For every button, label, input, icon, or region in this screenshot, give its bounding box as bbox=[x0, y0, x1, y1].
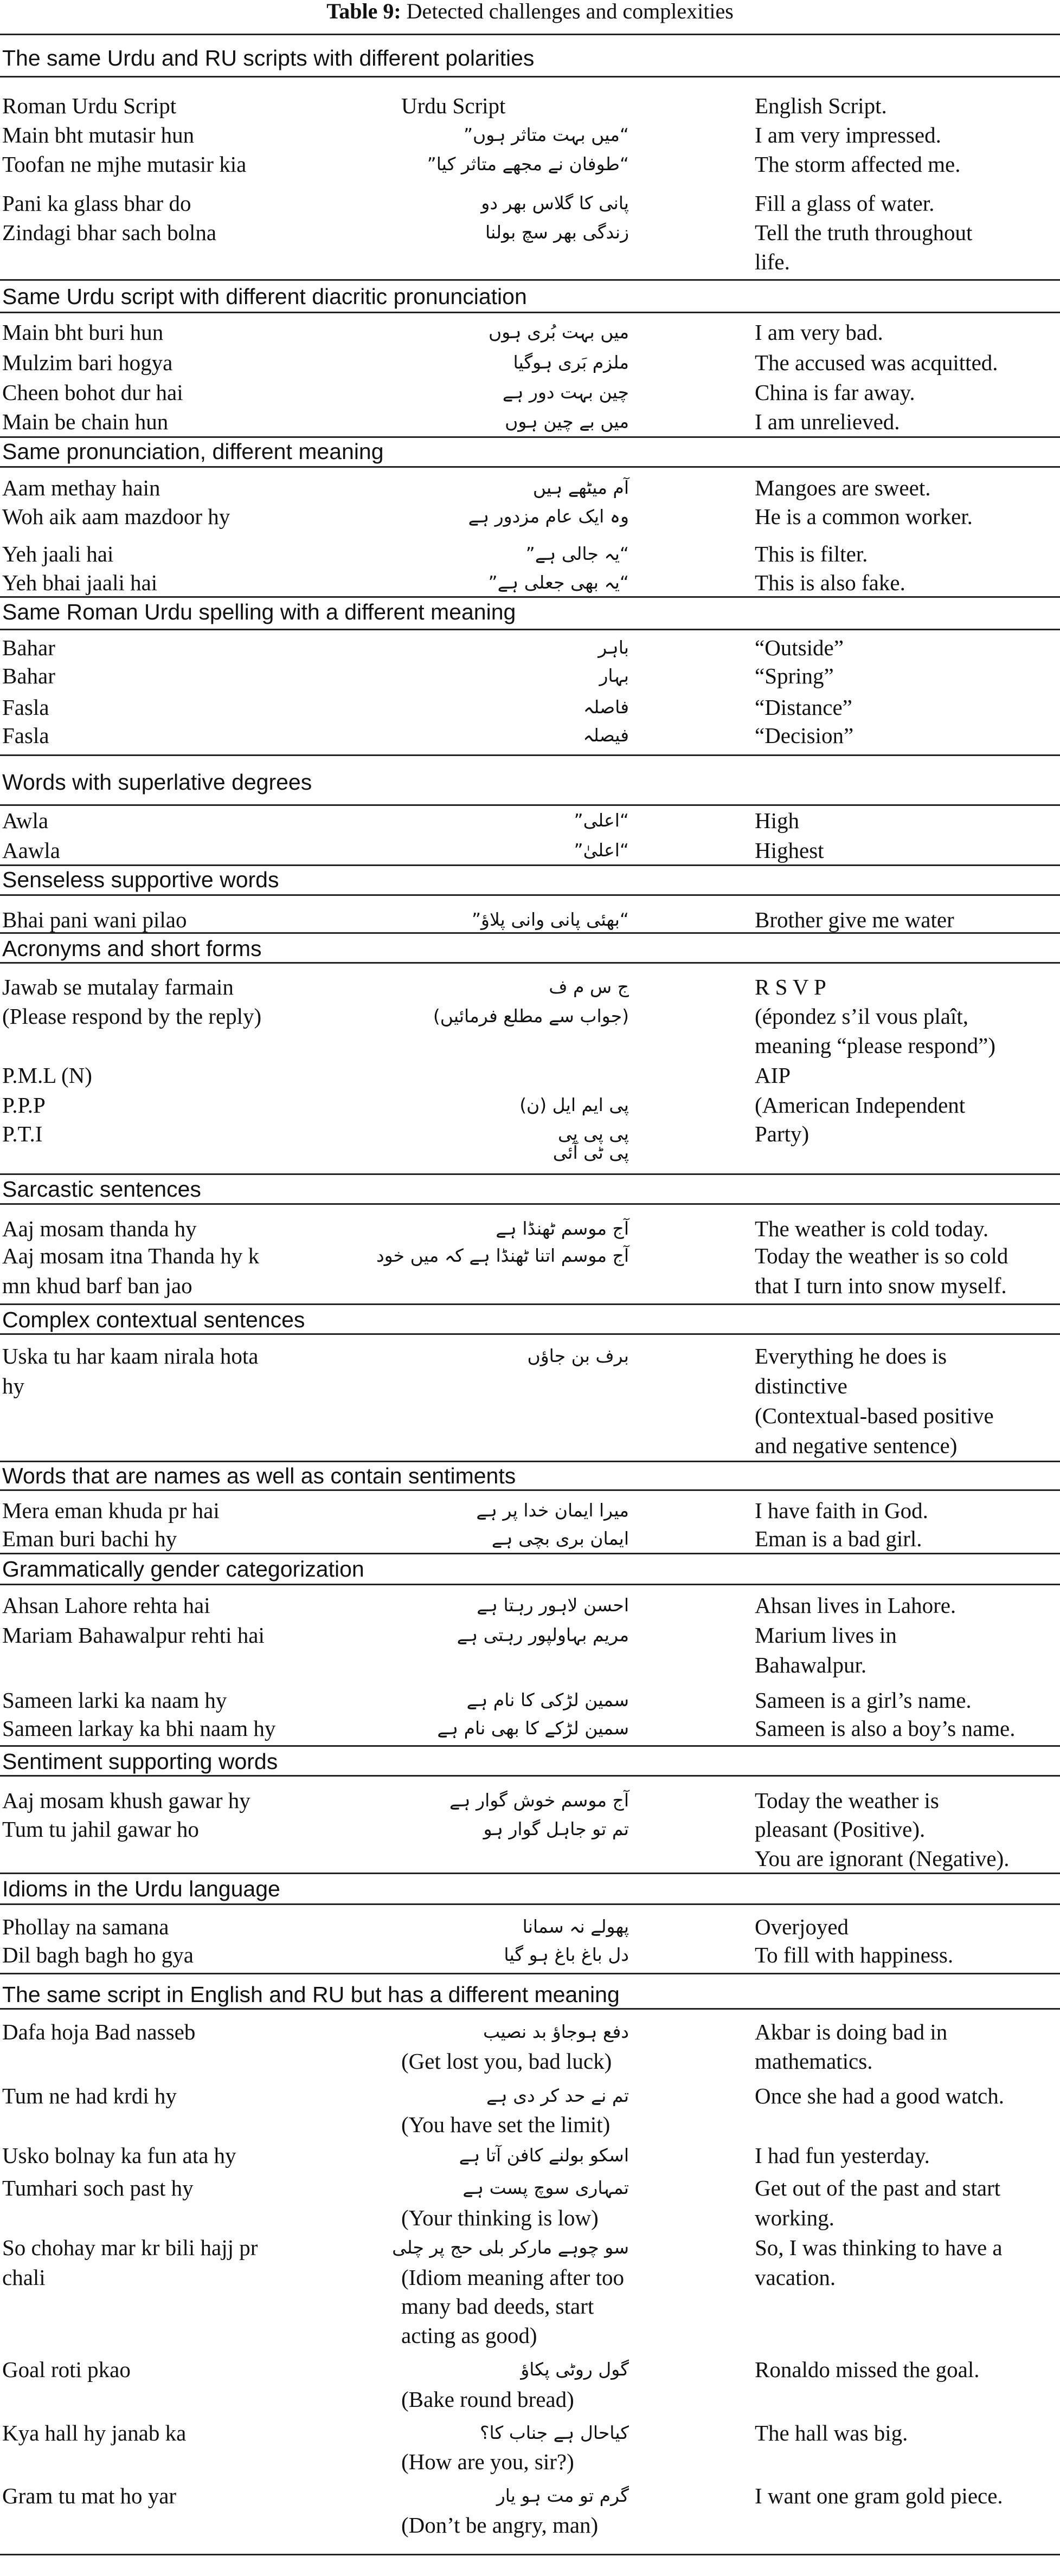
english-cell: I am very impressed. bbox=[755, 122, 941, 147]
column-header-roman: Roman Urdu Script bbox=[2, 93, 177, 118]
urdu-script-cell: “بھئی پانی وانی پلاؤ” bbox=[471, 909, 629, 930]
roman-urdu-cell: Gram tu mat ho yar bbox=[2, 2483, 177, 2508]
urdu-script-cell: پھولے نہ سمانا bbox=[522, 1916, 629, 1937]
english-cell: Get out of the past and start bbox=[755, 2175, 1001, 2200]
urdu-script-cell: “میں بہت متاثر ہوں” bbox=[463, 124, 629, 145]
english-cell: R S V P bbox=[755, 974, 826, 999]
urdu-script-cell: سمین لڑکے کا بھی نام ہے bbox=[437, 1718, 629, 1739]
roman-urdu-cell: Main be chain hun bbox=[2, 409, 169, 434]
urdu-translation-cell: (How are you, sir?) bbox=[401, 2449, 574, 2474]
english-cell: Today the weather is so cold bbox=[755, 1243, 1008, 1268]
roman-urdu-cell: Sameen larki ka naam hy bbox=[2, 1688, 227, 1713]
caption-text: Detected challenges and complexities bbox=[406, 0, 734, 23]
table-rule bbox=[0, 1489, 1060, 1491]
roman-urdu-cell: Phollay na samana bbox=[2, 1914, 169, 1939]
urdu-script-cell: سمین لڑکی کا نام ہے bbox=[466, 1689, 629, 1710]
table-rule bbox=[0, 932, 1060, 934]
urdu-script-cell: مریم بہاولپور رہتی ہے bbox=[457, 1624, 629, 1645]
urdu-script-cell: ایمان بری بچی ہے bbox=[491, 1528, 629, 1549]
roman-urdu-cell: So chohay mar kr bili hajj pr bbox=[2, 2235, 258, 2260]
roman-urdu-cell: Usko bolnay ka fun ata hy bbox=[2, 2143, 236, 2168]
urdu-translation-cell: (Your thinking is low) bbox=[401, 2205, 599, 2230]
english-cell: vacation. bbox=[755, 2265, 836, 2290]
english-cell: This is filter. bbox=[755, 541, 868, 566]
section-title: Sentiment supporting words bbox=[2, 1749, 278, 1774]
roman-urdu-cell: Tumhari soch past hy bbox=[2, 2175, 194, 2200]
english-cell: pleasant (Positive). bbox=[755, 1817, 926, 1842]
urdu-script-cell: آج موسم اتنا ٹھنڈا ہے کہ میں خود bbox=[376, 1245, 629, 1266]
english-cell: The storm affected me. bbox=[755, 152, 961, 177]
urdu-script-cell: چین بہت دور ہے bbox=[502, 382, 629, 403]
english-cell: (Contextual-based positive bbox=[755, 1403, 994, 1428]
english-cell: I am very bad. bbox=[755, 320, 883, 345]
roman-urdu-cell: Aaj mosam itna Thanda hy k bbox=[2, 1243, 260, 1268]
section-title: Same Roman Urdu spelling with a different meaning bbox=[2, 599, 516, 624]
urdu-script-cell: اسکو بولنے کافن آتا ہے bbox=[459, 2145, 629, 2166]
roman-urdu-cell: Toofan ne mjhe mutasir kia bbox=[2, 152, 247, 177]
roman-urdu-cell: Woh aik aam mazdoor hy bbox=[2, 504, 230, 529]
table-rule bbox=[0, 1775, 1060, 1777]
english-cell: “Distance” bbox=[755, 695, 852, 720]
english-cell: I want one gram gold piece. bbox=[755, 2483, 1003, 2508]
section-title: Complex contextual sentences bbox=[2, 1307, 305, 1332]
urdu-script-cell: (جواب سے مطلع فرمائیں) bbox=[433, 1005, 629, 1026]
english-cell: He is a common worker. bbox=[755, 504, 973, 529]
urdu-script-cell: “طوفان نے مجھے متاثر کیا” bbox=[427, 153, 629, 175]
roman-urdu-cell: Jawab se mutalay farmain bbox=[2, 974, 234, 999]
roman-urdu-cell: Awla bbox=[2, 808, 49, 833]
urdu-script-cell: ج س م ف bbox=[549, 976, 629, 997]
caption-label: Table 9: bbox=[326, 0, 401, 23]
roman-urdu-cell: Tum tu jahil gawar ho bbox=[2, 1817, 199, 1842]
urdu-translation-cell: (Get lost you, bad luck) bbox=[401, 2049, 612, 2074]
urdu-script-cell: گول روٹی پکاؤ bbox=[521, 2359, 629, 2380]
roman-urdu-cell: Tum ne had krdi hy bbox=[2, 2083, 177, 2108]
urdu-script-cell: آج موسم خوش گوار ہے bbox=[449, 1790, 629, 1811]
roman-urdu-cell: Bahar bbox=[2, 635, 55, 660]
table-rule bbox=[0, 1203, 1060, 1205]
section-title: Words with superlative degrees bbox=[2, 770, 312, 795]
urdu-script-cell: آج موسم ٹھنڈا ہے bbox=[496, 1218, 629, 1239]
roman-urdu-cell: P.T.I bbox=[2, 1121, 43, 1146]
urdu-script-cell: میرا ایمان خدا پر ہے bbox=[476, 1500, 629, 1521]
table-rule bbox=[0, 2554, 1060, 2555]
roman-urdu-cell: Bhai pani wani pilao bbox=[2, 907, 187, 932]
roman-urdu-cell: Fasla bbox=[2, 723, 49, 748]
table-rule bbox=[0, 312, 1060, 313]
table-rule bbox=[0, 2008, 1060, 2010]
roman-urdu-cell: Fasla bbox=[2, 695, 49, 720]
urdu-script-cell: میں بے چین ہوں bbox=[505, 411, 629, 432]
english-cell: Brother give me water bbox=[755, 907, 954, 932]
english-cell: I had fun yesterday. bbox=[755, 2143, 930, 2168]
urdu-script-cell: میں بہت بُری ہوں bbox=[489, 321, 629, 343]
table-rule bbox=[0, 76, 1060, 78]
urdu-script-cell: گرم تو مت ہو یار bbox=[496, 2485, 629, 2506]
urdu-script-cell: فیصلہ bbox=[583, 725, 629, 746]
english-cell: I have faith in God. bbox=[755, 1498, 928, 1523]
table-rule bbox=[0, 1903, 1060, 1905]
section-title: Idioms in the Urdu language bbox=[2, 1876, 280, 1901]
urdu-script-cell: “اعلی” bbox=[574, 810, 629, 831]
table-rule bbox=[0, 894, 1060, 896]
english-cell: Tell the truth throughout bbox=[755, 220, 973, 245]
roman-urdu-cell: Bahar bbox=[2, 663, 55, 688]
english-cell: Once she had a good watch. bbox=[755, 2083, 1004, 2108]
english-cell: I am unrelieved. bbox=[755, 409, 900, 434]
urdu-translation-cell: (You have set the limit) bbox=[401, 2112, 611, 2137]
roman-urdu-cell: Yeh jaali hai bbox=[2, 541, 114, 566]
urdu-script-cell: احسن لاہور رہتا ہے bbox=[477, 1594, 629, 1616]
urdu-script-cell: پی پی پی bbox=[557, 1123, 629, 1144]
urdu-script-cell: زندگی بھر سچ بولنا bbox=[485, 222, 629, 243]
roman-urdu-cell: P.M.L (N) bbox=[2, 1063, 92, 1088]
english-cell: Highest bbox=[755, 838, 824, 863]
roman-urdu-cell: Goal roti pkao bbox=[2, 2357, 131, 2382]
table-rule bbox=[0, 466, 1060, 468]
urdu-script-cell: سو چوہے مارکر بلی حج پر چلی bbox=[392, 2237, 629, 2258]
english-cell: and negative sentence) bbox=[755, 1433, 958, 1458]
section-title: The same Urdu and RU scripts with different polarities bbox=[2, 46, 535, 70]
urdu-script-cell: کیاحال ہے جناب کا؟ bbox=[479, 2422, 629, 2443]
table-rule bbox=[0, 1584, 1060, 1585]
english-cell: meaning “please respond”) bbox=[755, 1033, 995, 1058]
section-title: Same Urdu script with different diacritic pronunciation bbox=[2, 284, 527, 309]
roman-urdu-cell: Main bht mutasir hun bbox=[2, 122, 195, 147]
english-cell: Sameen is a girl’s name. bbox=[755, 1688, 972, 1713]
table-rule bbox=[0, 629, 1060, 630]
urdu-script-cell: دفع ہوجاؤ بد نصیب bbox=[483, 2021, 629, 2042]
roman-urdu-cell: mn khud barf ban jao bbox=[2, 1273, 192, 1298]
table-rule bbox=[0, 1745, 1060, 1747]
urdu-script-cell: ملزم بَری ہوگیا bbox=[513, 352, 629, 373]
section-title: Grammatically gender categorization bbox=[2, 1557, 364, 1581]
roman-urdu-cell: hy bbox=[2, 1373, 24, 1398]
table-rule bbox=[0, 1873, 1060, 1874]
english-cell: “Outside” bbox=[755, 635, 844, 660]
english-cell: life. bbox=[755, 249, 790, 274]
english-cell: Sameen is also a boy’s name. bbox=[755, 1716, 1016, 1741]
roman-urdu-cell: Main bht buri hun bbox=[2, 320, 164, 345]
roman-urdu-cell: Dafa hoja Bad nasseb bbox=[2, 2019, 196, 2044]
english-cell: Everything he does is bbox=[755, 1344, 947, 1368]
english-cell: working. bbox=[755, 2205, 834, 2230]
section-title: Same pronunciation, different meaning bbox=[2, 439, 384, 464]
roman-urdu-cell: Ahsan Lahore rehta hai bbox=[2, 1593, 210, 1618]
english-cell: Akbar is doing bad in bbox=[755, 2019, 948, 2044]
urdu-translation-cell: many bad deeds, start bbox=[401, 2294, 594, 2319]
roman-urdu-cell: Zindagi bhar sach bolna bbox=[2, 220, 217, 245]
english-cell: AIP bbox=[755, 1063, 791, 1088]
urdu-script-cell: آم میٹھے ہیں bbox=[532, 477, 629, 498]
english-cell: Fill a glass of water. bbox=[755, 191, 935, 216]
english-cell: Today the weather is bbox=[755, 1788, 939, 1813]
column-header-urdu: Urdu Script bbox=[401, 93, 506, 118]
roman-urdu-cell: Mulzim bari hogya bbox=[2, 350, 173, 375]
english-cell: China is far away. bbox=[755, 380, 915, 405]
roman-urdu-cell: Aawla bbox=[2, 838, 61, 863]
urdu-script-cell: فاصلہ bbox=[583, 696, 629, 718]
english-cell: distinctive bbox=[755, 1373, 847, 1398]
english-cell: The hall was big. bbox=[755, 2420, 908, 2445]
table-rule bbox=[0, 34, 1060, 35]
english-cell: The weather is cold today. bbox=[755, 1216, 989, 1241]
roman-urdu-cell: Dil bagh bagh ho gya bbox=[2, 1942, 194, 1967]
table-rule bbox=[0, 1333, 1060, 1335]
roman-urdu-cell: Eman buri bachi hy bbox=[2, 1526, 177, 1551]
section-title: Words that are names as well as contain sentiments bbox=[2, 1463, 516, 1488]
english-cell: Eman is a bad girl. bbox=[755, 1526, 922, 1551]
english-cell: Ahsan lives in Lahore. bbox=[755, 1593, 956, 1618]
section-title: Acronyms and short forms bbox=[2, 936, 262, 961]
urdu-script-cell: پی ایم ایل (ن) bbox=[519, 1094, 629, 1115]
urdu-translation-cell: (Don’t be angry, man) bbox=[401, 2513, 599, 2538]
urdu-script-cell: پی ٹی آئی bbox=[553, 1142, 629, 1163]
roman-urdu-cell: (Please respond by the reply) bbox=[2, 1004, 262, 1029]
urdu-script-cell: دل باغ باغ ہو گیا bbox=[504, 1944, 629, 1965]
english-cell: (American Independent bbox=[755, 1093, 966, 1118]
english-cell: This is also fake. bbox=[755, 570, 905, 595]
english-cell: So, I was thinking to have a bbox=[755, 2235, 1003, 2260]
urdu-script-cell: باہر bbox=[598, 637, 629, 658]
section-title: The same script in English and RU but has a different meaning bbox=[2, 1982, 620, 2007]
section-title: Sarcastic sentences bbox=[2, 1177, 201, 1202]
english-cell: The accused was acquitted. bbox=[755, 350, 998, 375]
table-rule bbox=[0, 279, 1060, 281]
english-cell: You are ignorant (Negative). bbox=[755, 1846, 1010, 1871]
english-cell: High bbox=[755, 808, 799, 833]
urdu-translation-cell: (Bake round bread) bbox=[401, 2387, 574, 2412]
urdu-script-cell: تم تو جاہل گوار ہو bbox=[483, 1818, 629, 1839]
urdu-translation-cell: acting as good) bbox=[401, 2323, 537, 2348]
english-cell: mathematics. bbox=[755, 2049, 873, 2074]
table-rule bbox=[0, 1553, 1060, 1554]
english-cell: “Decision” bbox=[755, 723, 854, 748]
roman-urdu-cell: Aaj mosam thanda hy bbox=[2, 1216, 197, 1241]
urdu-script-cell: پانی کا گلاس بھر دو bbox=[481, 192, 629, 214]
table-rule bbox=[0, 1973, 1060, 1974]
roman-urdu-cell: P.P.P bbox=[2, 1093, 46, 1118]
roman-urdu-cell: Pani ka glass bhar do bbox=[2, 191, 191, 216]
roman-urdu-cell: Aaj mosam khush gawar hy bbox=[2, 1788, 250, 1813]
english-cell: Bahawalpur. bbox=[755, 1652, 867, 1677]
table-rule bbox=[0, 962, 1060, 964]
table-rule bbox=[0, 596, 1060, 598]
english-cell: Mangoes are sweet. bbox=[755, 475, 931, 500]
roman-urdu-cell: chali bbox=[2, 2265, 46, 2290]
urdu-script-cell: بہار bbox=[599, 665, 629, 686]
english-cell: “Spring” bbox=[755, 663, 834, 688]
roman-urdu-cell: Kya hall hy janab ka bbox=[2, 2420, 187, 2445]
urdu-script-cell: وہ ایک عام مزدور ہے bbox=[468, 506, 629, 527]
section-title: Senseless supportive words bbox=[2, 867, 279, 892]
english-cell: (épondez s’il vous plaît, bbox=[755, 1004, 968, 1029]
roman-urdu-cell: Mera eman khuda pr hai bbox=[2, 1498, 220, 1523]
english-cell: Ronaldo missed the goal. bbox=[755, 2357, 980, 2382]
roman-urdu-cell: Mariam Bahawalpur rehti hai bbox=[2, 1623, 265, 1648]
english-cell: To fill with happiness. bbox=[755, 1942, 954, 1967]
column-header-english: English Script. bbox=[755, 93, 887, 118]
table-caption bbox=[0, 0, 1060, 23]
roman-urdu-cell: Yeh bhai jaali hai bbox=[2, 570, 158, 595]
urdu-script-cell: “یہ جالی ہے” bbox=[525, 543, 629, 564]
urdu-script-cell: تم نے حد کر دی ہے bbox=[486, 2085, 629, 2106]
urdu-script-cell: تمہاری سوچ پست ہے bbox=[462, 2177, 629, 2198]
roman-urdu-cell: Uska tu har kaam nirala hota bbox=[2, 1344, 259, 1368]
urdu-script-cell: برف بن جاؤں bbox=[527, 1345, 629, 1366]
table-rule bbox=[0, 1173, 1060, 1175]
roman-urdu-cell: Sameen larkay ka bhi naam hy bbox=[2, 1716, 276, 1741]
english-cell: that I turn into snow myself. bbox=[755, 1273, 1007, 1298]
english-cell: Party) bbox=[755, 1121, 810, 1146]
table-rule bbox=[0, 754, 1060, 756]
english-cell: Marium lives in bbox=[755, 1623, 897, 1648]
english-cell: Overjoyed bbox=[755, 1914, 849, 1939]
urdu-script-cell: “اعلیٰ” bbox=[574, 840, 629, 861]
urdu-script-cell: “یہ بھی جعلی ہے” bbox=[488, 572, 629, 593]
roman-urdu-cell: Aam methay hain bbox=[2, 475, 160, 500]
table-rule bbox=[0, 1303, 1060, 1305]
urdu-translation-cell: (Idiom meaning after too bbox=[401, 2265, 625, 2290]
roman-urdu-cell: Cheen bohot dur hai bbox=[2, 380, 183, 405]
